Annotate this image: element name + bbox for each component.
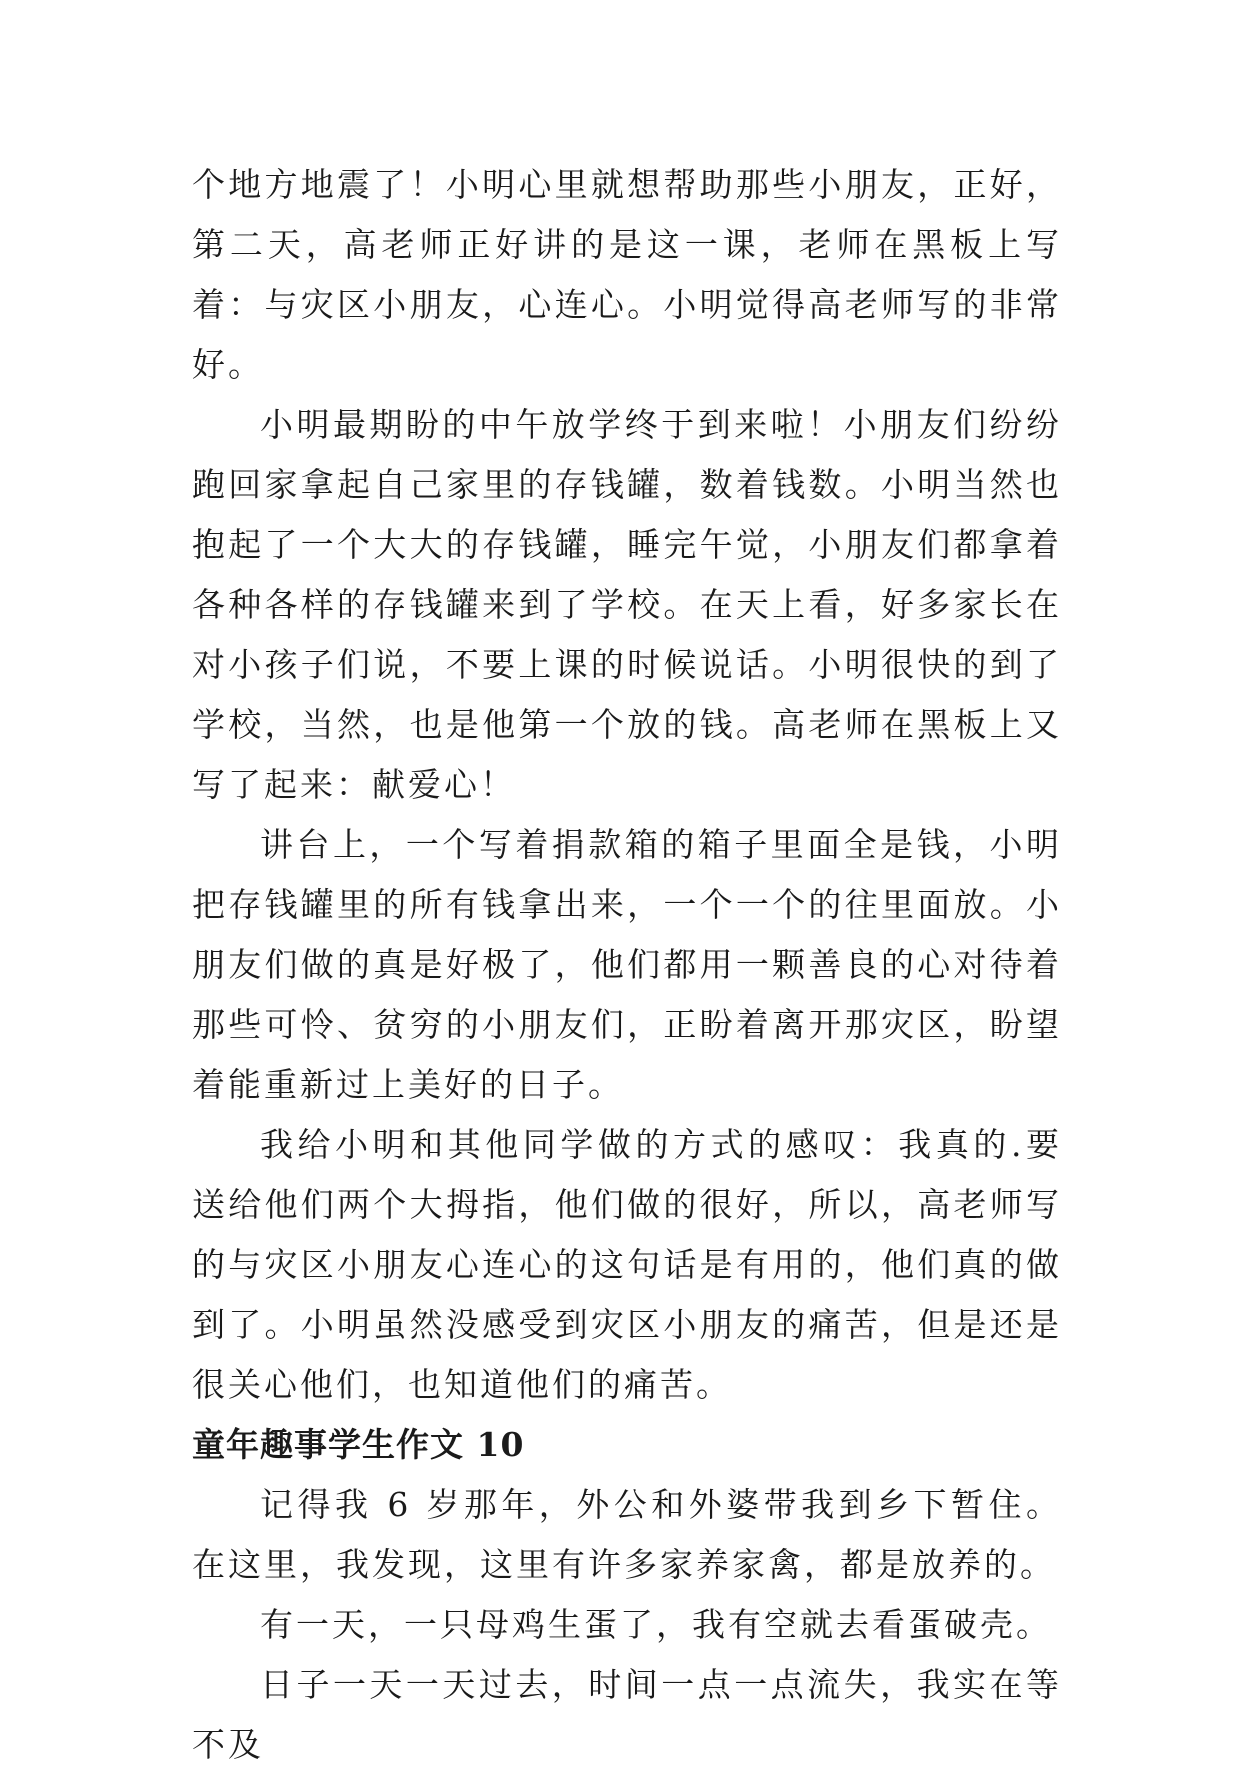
paragraph: 日子一天一天过去，时间一点一点流失，我实在等不及 [192, 1665, 1062, 1764]
paragraph: 记得我 6 岁那年，外公和外婆带我到乡下暂住。在这里，我发现，这里有许多家养家禽，都是放养的。 [192, 1485, 1062, 1584]
paragraph: 个地方地震了！小明心里就想帮助那些小朋友，正好，第二天，高老师正好讲的是这一课，老师在黑板上写着：与灾区小朋友，心连心。小明觉得高老师写的非常好。 [192, 165, 1062, 384]
paragraph: 我给小明和其他同学做的方式的感叹：我真的.要送给他们两个大拇指，他们做的很好，所以，高老师写的与灾区小朋友心连心的这句话是有用的，他们真的做到了。小明虽然没感受到灾区小朋友的痛苦，但是还是很关心他们，也知道他们的痛苦。 [192, 1125, 1062, 1404]
paragraph: 有一天，一只母鸡生蛋了，我有空就去看蛋破壳。 [260, 1605, 1052, 1644]
document-body [192, 155, 1062, 1775]
section-title: 童年趣事学生作文 10 [192, 1425, 525, 1464]
paragraph: 小明最期盼的中午放学终于到来啦！小朋友们纷纷跑回家拿起自己家里的存钱罐，数着钱数。小明当然也抱起了一个大大的存钱罐，睡完午觉，小朋友们都拿着各种各样的存钱罐来到了学校。在天上看，好多家长在对小孩子们说，不要上课的时候说话。小明很快的到了学校，当然，也是他第一个放的钱。高老师在黑板上又写了起来：献爱心！ [192, 405, 1062, 804]
paragraph: 讲台上，一个写着捐款箱的箱子里面全是钱，小明把存钱罐里的所有钱拿出来，一个一个的往里面放。小朋友们做的真是好极了，他们都用一颗善良的心对待着那些可怜、贫穷的小朋友们，正盼着离开那灾区，盼望着能重新过上美好的日子。 [192, 825, 1062, 1104]
